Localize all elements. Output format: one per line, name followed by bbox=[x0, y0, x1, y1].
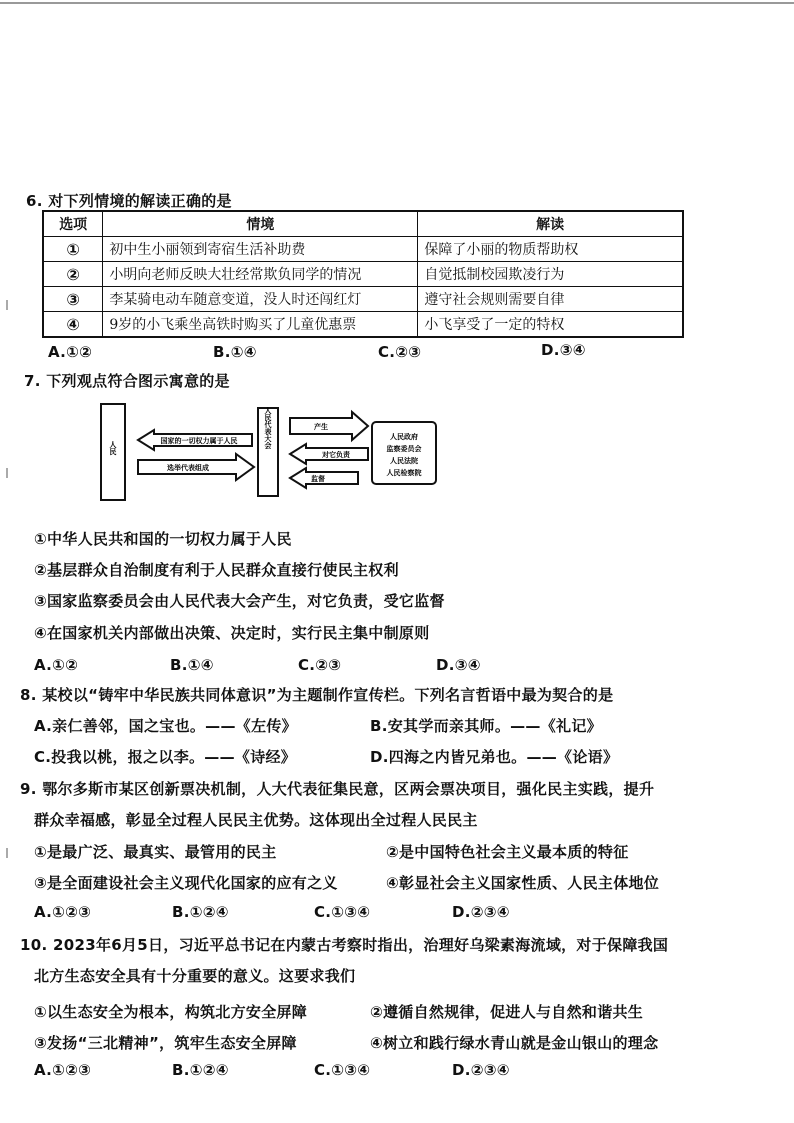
q10-stem-line1: 10. 2023年6月5日，习近平总书记在内蒙古考察时指出，治理好乌梁素海流域，对于保障我国 bbox=[20, 936, 669, 954]
q7-diagram bbox=[96, 398, 442, 506]
table-row bbox=[43, 237, 683, 262]
q6-option-d: D.③④ bbox=[541, 341, 586, 359]
table-cell-situation: 初中生小丽领到寄宿生活补助费 bbox=[103, 237, 418, 262]
q6-option-b: B.①④ bbox=[213, 343, 257, 361]
organ-label: 监察委员会 bbox=[386, 445, 422, 453]
table-header: 情境 bbox=[103, 211, 418, 237]
q7-option-c: C.②③ bbox=[298, 656, 342, 674]
organ-label: 人民政府 bbox=[390, 433, 418, 441]
q9-option-a: A.①②③ bbox=[34, 903, 92, 921]
arrow-right-label-1: 产生 bbox=[314, 423, 328, 431]
q9-item-1: ①是最广泛、最真实、最管用的民主 bbox=[34, 843, 277, 861]
q6-stem: 6. 对下列情境的解读正确的是 bbox=[26, 192, 232, 210]
table-row bbox=[43, 312, 683, 338]
scan-top-border bbox=[0, 2, 794, 4]
q10-item-4: ④树立和践行绿水青山就是金山银山的理念 bbox=[370, 1034, 659, 1052]
q8-option-c: C.投我以桃，报之以李。——《诗经》 bbox=[34, 748, 297, 766]
q9-item-3: ③是全面建设社会主义现代化国家的应有之义 bbox=[34, 874, 338, 892]
q7-item-1: ①中华人民共和国的一切权力属于人民 bbox=[34, 530, 292, 548]
q10-item-3: ③发扬“三北精神”，筑牢生态安全屏障 bbox=[34, 1034, 297, 1052]
q6-option-a: A.①② bbox=[48, 343, 93, 361]
q6-option-c: C.②③ bbox=[378, 343, 422, 361]
table-cell-situation: 小明向老师反映大壮经常欺负同学的情况 bbox=[103, 262, 418, 287]
table-header: 解读 bbox=[418, 211, 683, 237]
arrow-right-label-3: 监督 bbox=[311, 475, 325, 483]
people-label-char: 人民 bbox=[109, 441, 117, 455]
q7-stem: 7. 下列观点符合图示寓意的是 bbox=[24, 372, 230, 390]
q10-option-a: A.①②③ bbox=[34, 1061, 92, 1079]
q9-stem-line1: 9. 鄂尔多斯市某区创新票决机制，人大代表征集民意，区两会票决项目，强化民主实践，提升 bbox=[20, 780, 655, 798]
q9-item-4: ④彰显社会主义国家性质、人民主体地位 bbox=[386, 874, 660, 892]
table-cell-option: ④ bbox=[43, 312, 103, 338]
table-cell-option: ② bbox=[43, 262, 103, 287]
q8-option-d: D.四海之内皆兄弟也。——《论语》 bbox=[370, 748, 619, 766]
q9-option-c: C.①③④ bbox=[314, 903, 371, 921]
q10-item-2: ②遵循自然规律，促进人与自然和谐共生 bbox=[370, 1003, 644, 1021]
q8-option-a: A.亲仁善邻，国之宝也。——《左传》 bbox=[34, 717, 297, 735]
q8-option-b: B.安其学而亲其师。——《礼记》 bbox=[370, 717, 602, 735]
table-cell-reading: 小飞享受了一定的特权 bbox=[418, 312, 683, 338]
congress-label: 人民代表大会 bbox=[264, 407, 272, 449]
q7-item-3: ③国家监察委员会由人民代表大会产生，对它负责，受它监督 bbox=[34, 592, 445, 610]
q7-item-4: ④在国家机关内部做出决策、决定时，实行民主集中制原则 bbox=[34, 624, 430, 642]
q7-option-b: B.①④ bbox=[170, 656, 214, 674]
scan-edge-mark bbox=[6, 848, 8, 858]
table-cell-reading: 自觉抵制校园欺凌行为 bbox=[418, 262, 683, 287]
q10-item-1: ①以生态安全为根本，构筑北方安全屏障 bbox=[34, 1003, 308, 1021]
table-row bbox=[43, 287, 683, 312]
arrow-right-label-2: 对它负责 bbox=[322, 451, 350, 459]
table-row bbox=[43, 262, 683, 287]
arrow-top-left-label: 国家的一切权力属于人民 bbox=[160, 437, 238, 445]
q9-stem-line2: 群众幸福感，彰显全过程人民民主优势。这体现出全过程人民民主 bbox=[34, 811, 478, 829]
arrow-right-icon bbox=[290, 412, 368, 440]
table-cell-situation: 李某骑电动车随意变道，没人时还闯红灯 bbox=[103, 287, 418, 312]
q10-option-b: B.①②④ bbox=[172, 1061, 229, 1079]
table-cell-situation: 9岁的小飞乘坐高铁时购买了儿童优惠票 bbox=[103, 312, 418, 338]
scan-edge-mark bbox=[6, 300, 8, 310]
q7-option-a: A.①② bbox=[34, 656, 79, 674]
table-header-row bbox=[43, 211, 683, 237]
scan-edge-mark bbox=[6, 468, 8, 478]
arrow-bottom-left-label: 选举代表组成 bbox=[167, 464, 209, 472]
organ-label: 人民检察院 bbox=[386, 469, 422, 477]
q9-option-b: B.①②④ bbox=[172, 903, 229, 921]
table-cell-reading: 遵守社会规则需要自律 bbox=[418, 287, 683, 312]
q7-item-2: ②基层群众自治制度有利于人民群众直接行使民主权利 bbox=[34, 561, 399, 579]
q6-table bbox=[42, 210, 684, 338]
q8-stem: 8. 某校以“铸牢中华民族共同体意识”为主题制作宣传栏。下列名言哲语中最为契合的是 bbox=[20, 686, 614, 704]
table-header: 选项 bbox=[43, 211, 103, 237]
q9-option-d: D.②③④ bbox=[452, 903, 510, 921]
q10-stem-line2: 北方生态安全具有十分重要的意义。这要求我们 bbox=[34, 967, 356, 985]
table-cell-reading: 保障了小丽的物质帮助权 bbox=[418, 237, 683, 262]
table-cell-option: ① bbox=[43, 237, 103, 262]
table-cell-option: ③ bbox=[43, 287, 103, 312]
q7-option-d: D.③④ bbox=[436, 656, 481, 674]
q9-item-2: ②是中国特色社会主义最本质的特征 bbox=[386, 843, 629, 861]
organ-label: 人民法院 bbox=[390, 457, 418, 465]
q10-option-d: D.②③④ bbox=[452, 1061, 510, 1079]
q10-option-c: C.①③④ bbox=[314, 1061, 371, 1079]
